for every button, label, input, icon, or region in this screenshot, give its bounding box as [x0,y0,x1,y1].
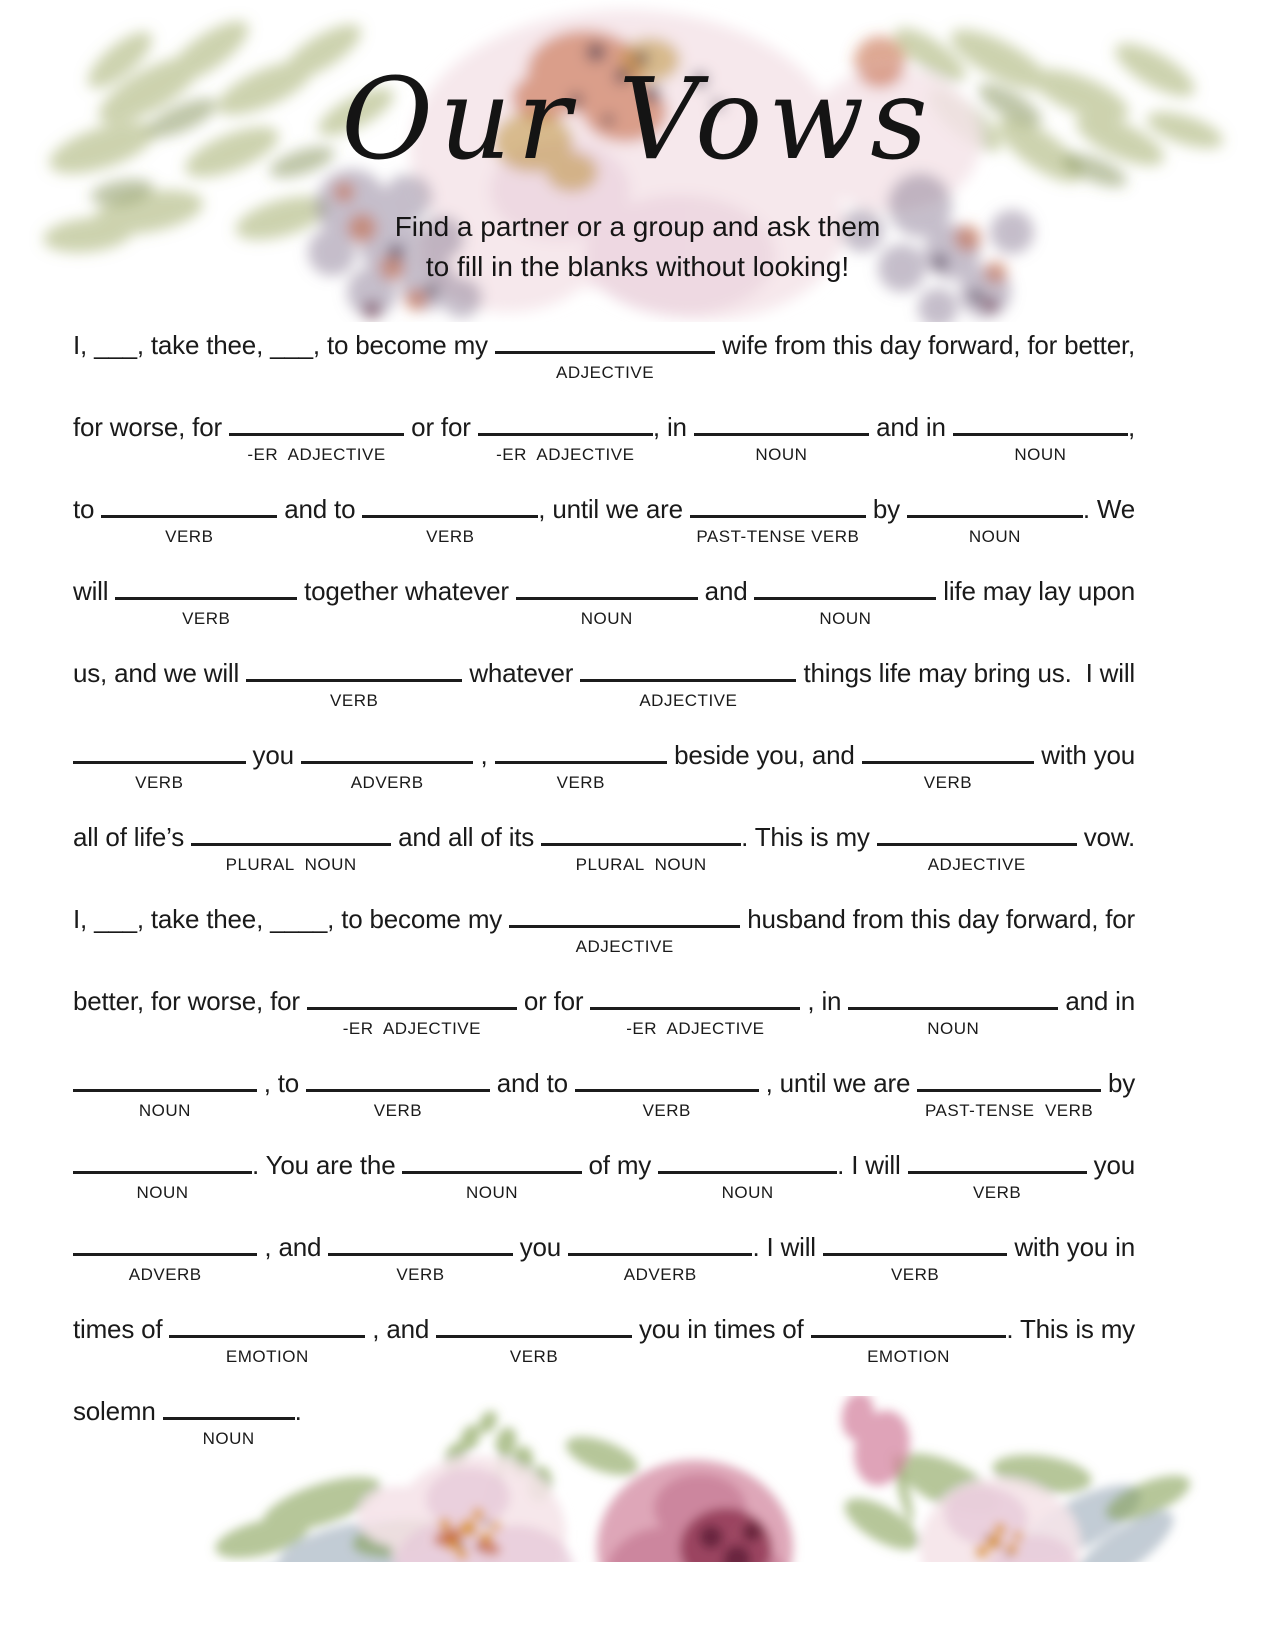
vow-text: and to [489,1068,575,1098]
blank-label: VERB [182,609,231,628]
blank-label: -ER ADJECTIVE [496,445,635,464]
blank-label: NOUN [136,1183,189,1202]
fill-in-blank [862,741,1035,792]
fill-in-blank [362,495,538,546]
fill-in-blank [436,1315,632,1366]
vow-text: you [1086,1150,1135,1180]
fill-in-blank [101,495,277,546]
page-title: Our Vows [341,55,934,185]
vow-text: , [1127,412,1135,442]
blank-label: VERB [373,1101,423,1120]
vow-text: you in times of [631,1314,811,1344]
vow-text: you [245,740,301,770]
fill-in-blank [229,413,404,464]
vow-line [73,820,1135,874]
vow-text: times of [73,1314,170,1344]
vow-text: and to [277,494,363,524]
blank-label: VERB [509,1347,559,1366]
vow-text: . We [1082,494,1136,524]
vow-line [73,328,1135,382]
vow-text: by [865,494,907,524]
blank-label: NOUN [580,609,633,628]
fill-in-blank [402,1151,581,1202]
vow-lines [73,328,1136,1448]
fill-in-blank [877,823,1077,874]
fill-in-blank [575,1069,759,1120]
blank-label: NOUN [1014,445,1067,464]
fill-in-blank [516,577,698,628]
blank-label: ADVERB [128,1265,202,1284]
vow-text: I, ___, take thee, ____, to become my [73,904,510,934]
vow-text: or for [404,412,478,442]
blank-label: VERB [972,1183,1022,1202]
vow-text: by [1100,1068,1136,1098]
vow-text: . I will [752,1232,823,1262]
vow-text: wife from this day forward, for better, [715,330,1135,360]
vow-text: and [697,576,755,606]
subtitle-line-1: Find a partner or a group and ask them [394,210,881,242]
vow-text: , in [652,412,694,442]
vow-text: life may lay upon [936,576,1135,606]
vow-line [73,738,1136,792]
blank-label: VERB [556,773,605,792]
fill-in-blank [73,1069,257,1120]
blank-label: ADVERB [623,1265,697,1284]
vow-line [73,656,1135,710]
fill-in-blank [907,495,1083,546]
vow-text: whatever [462,658,581,688]
blank-label: -ER ADJECTIVE [342,1019,481,1038]
vow-line [73,902,1135,956]
blank-label: ADVERB [350,773,424,792]
fill-in-blank [953,413,1128,464]
vow-text: , [473,740,495,770]
fill-in-blank [509,905,740,956]
fill-in-blank [690,495,866,546]
blank-label: -ER ADJECTIVE [626,1019,765,1038]
blank-label: NOUN [202,1429,255,1448]
vow-text: husband from this day forward, for [740,904,1135,934]
fill-in-blank [191,823,391,874]
blank-label: VERB [642,1101,691,1120]
fill-in-blank [568,1233,752,1284]
blank-label: VERB [396,1265,445,1284]
header [0,0,1275,322]
vow-text: and in [869,412,953,442]
blank-label: NOUN [819,609,872,628]
blank-label: ADJECTIVE [575,937,674,956]
fill-in-blank [495,741,668,792]
vow-line [73,984,1135,1038]
blank-label: PAST-TENSE VERB [924,1101,1094,1120]
vow-text: I, ___, take thee, ___, to become my [73,330,495,360]
vow-line [73,1230,1135,1284]
vow-text: with you in [1007,1232,1135,1262]
vow-text: . This is my [741,822,877,852]
blank-label: ADJECTIVE [639,691,738,710]
fill-in-blank [590,987,800,1038]
blank-label: VERB [330,691,379,710]
blank-label: VERB [426,527,475,546]
fill-in-blank [306,1069,490,1120]
vow-text: things life may bring us. I will [796,658,1135,688]
fill-in-blank [823,1233,1007,1284]
fill-in-blank [754,577,936,628]
fill-in-blank [73,1151,252,1202]
vow-text: . [294,1396,302,1426]
fill-in-blank [495,331,715,382]
fill-in-blank [73,741,246,792]
vow-text: or for [516,986,591,1016]
vow-line [73,492,1136,546]
vow-text: , until we are [538,494,690,524]
vow-text: . You are the [252,1150,403,1180]
vow-line [73,410,1135,464]
vow-text: will [73,576,116,606]
blank-label: NOUN [927,1019,980,1038]
fill-in-blank [169,1315,365,1366]
vow-text: . This is my [1006,1314,1135,1344]
vow-line [73,1394,1135,1448]
vow-text: vow. [1076,822,1135,852]
vow-text: solemn [73,1396,163,1426]
vow-line [73,1312,1135,1366]
vow-line [73,574,1135,628]
fill-in-blank [811,1315,1007,1366]
fill-in-blank [163,1397,295,1448]
vow-text: and in [1058,986,1135,1016]
blank-label: NOUN [755,445,808,464]
vow-text: , until we are [758,1068,918,1098]
vow-text: for worse, for [73,412,229,442]
blank-label: VERB [923,773,973,792]
blank-label: ADJECTIVE [556,363,655,382]
fill-in-blank [694,413,869,464]
blank-label: NOUN [721,1183,774,1202]
vow-text: beside you, and [667,740,862,770]
blank-label: VERB [135,773,184,792]
fill-in-blank [658,1151,837,1202]
blank-label: PLURAL NOUN [575,855,707,874]
fill-in-blank [541,823,741,874]
fill-in-blank [908,1151,1087,1202]
blank-label: PAST-TENSE VERB [696,527,860,546]
vow-text: together whatever [297,576,516,606]
fill-in-blank [917,1069,1101,1120]
blank-label: PLURAL NOUN [225,855,357,874]
vow-line [73,1066,1136,1120]
subtitle-line-2: to fill in the blanks without looking! [425,251,850,283]
vow-text: . I will [837,1150,908,1180]
vow-text: us, and we will [73,658,247,688]
fill-in-blank [246,659,462,710]
vow-text: and all of its [391,822,542,852]
vow-text: with you [1034,740,1136,770]
vow-text: to [73,494,102,524]
vow-text: all of life’s [73,822,192,852]
fill-in-blank [328,1233,512,1284]
blank-label: EMOTION [225,1347,309,1366]
blank-label: VERB [890,1265,940,1284]
fill-in-blank [301,741,474,792]
blank-label: EMOTION [867,1347,950,1366]
fill-in-blank [580,659,796,710]
blank-label: -ER ADJECTIVE [247,445,386,464]
vow-text: , to [256,1068,307,1098]
blank-label: NOUN [968,527,1021,546]
blank-label: VERB [165,527,214,546]
blank-label: NOUN [138,1101,191,1120]
fill-in-blank [478,413,653,464]
vow-text: , in [800,986,849,1016]
vow-text: , and [365,1314,437,1344]
vow-text: better, for worse, for [73,986,307,1016]
vow-text: of my [581,1150,659,1180]
blank-label: ADJECTIVE [927,855,1026,874]
vow-line [73,1148,1135,1202]
fill-in-blank [73,1233,257,1284]
subtitle [0,207,1275,288]
vow-text: , and [257,1232,329,1262]
fill-in-blank [115,577,297,628]
vow-text: you [512,1232,569,1262]
blank-label: NOUN [465,1183,519,1202]
fill-in-blank [848,987,1058,1038]
fill-in-blank [307,987,517,1038]
